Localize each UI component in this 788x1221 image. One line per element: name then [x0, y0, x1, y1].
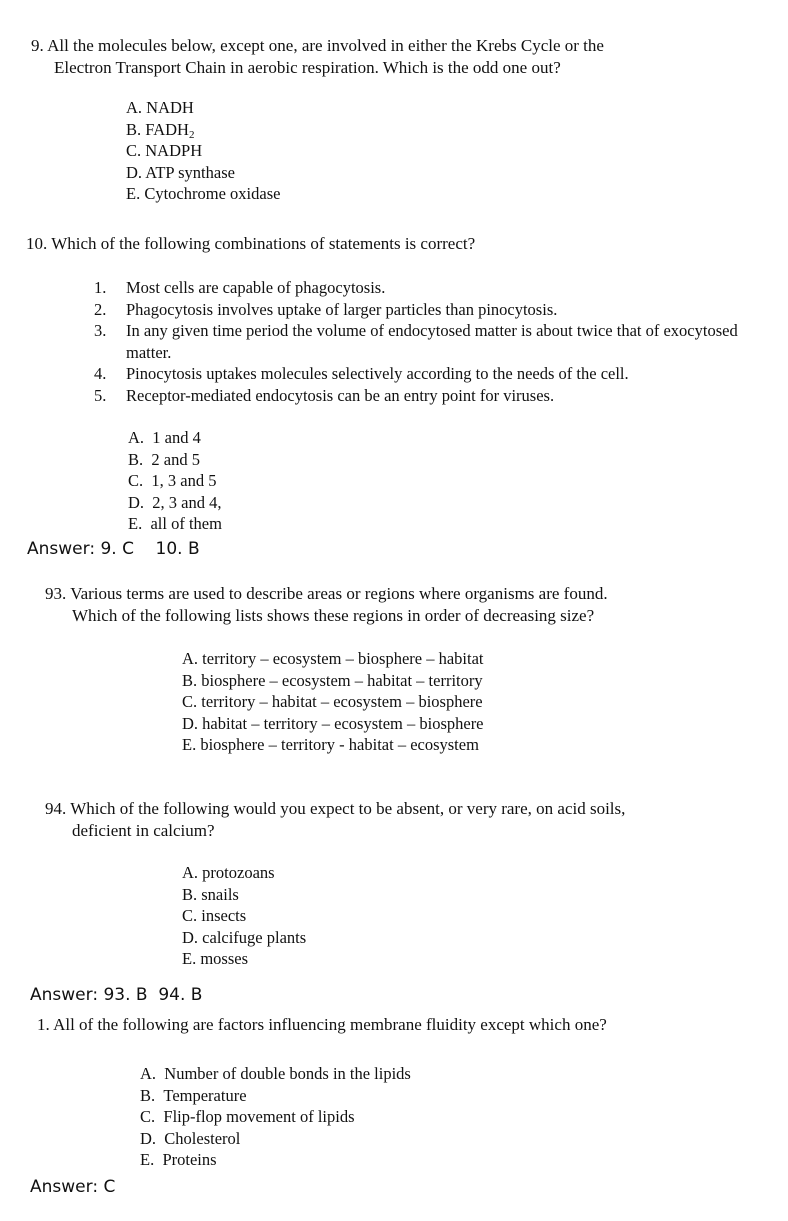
answer-key-3: Answer: C: [30, 1177, 116, 1197]
option-item: D. calcifuge plants: [182, 927, 307, 947]
option-item: D. ATP synthase: [126, 162, 235, 182]
option-item: D. habitat – territory – ecosystem – biosphere: [182, 713, 484, 733]
answer-key-2: Answer: 93. B 94. B: [30, 985, 203, 1005]
statement-item: 1. Most cells are capable of phagocytosis.: [94, 278, 386, 297]
option-item: B. biosphere – ecosystem – habitat – territory: [182, 670, 483, 690]
question-9-stem-line-1: 9. All the molecules below, except one, are involved in either the Krebs Cycle or the: [31, 36, 604, 55]
question-10: [26, 233, 475, 255]
question-94: [45, 798, 625, 842]
question-94-number: 94.: [45, 799, 67, 818]
option-item: E. mosses: [182, 949, 249, 969]
question-93: [45, 583, 608, 627]
question-94-stem-line-1: 94. Which of the following would you expect to be absent, or very rare, on acid soils,: [45, 799, 626, 818]
question-93-stem-line-2: Which of the following lists shows these regions in order of decreasing size?: [72, 606, 595, 625]
statement-item: 2. Phagocytosis involves uptake of larger particles than pinocytosis.: [94, 299, 558, 319]
option-item: C. insects: [182, 906, 247, 926]
option-item: B. 2 and 5: [128, 449, 200, 469]
option-item: B. Temperature: [140, 1085, 247, 1105]
question-1-stem: 1. All of the following are factors influencing membrane fluidity except which one?: [37, 1015, 607, 1034]
option-item: C. Flip-flop movement of lipids: [140, 1107, 355, 1127]
answer-key-1: Answer: 9. C 10. B: [27, 539, 200, 559]
option-item: E. Cytochrome oxidase: [126, 184, 281, 204]
statement-item: 5. Receptor-mediated endocytosis can be an entry point for viruses.: [94, 385, 555, 405]
question-1: [37, 1014, 607, 1036]
option-item: B. snails: [182, 884, 239, 904]
question-94-stem-line-2: deficient in calcium?: [72, 821, 215, 840]
question-94-options: [182, 862, 306, 970]
question-1-options: [140, 1063, 411, 1171]
option-item: E. Proteins: [140, 1150, 217, 1170]
option-item: C. NADPH: [126, 141, 203, 161]
question-1-number: 1.: [37, 1015, 50, 1034]
option-item: C. territory – habitat – ecosystem – biosphere: [182, 692, 483, 712]
option-item: E. all of them: [128, 514, 222, 534]
option-item: C. 1, 3 and 5: [128, 471, 217, 491]
statement-item: 3. In any given time period the volume of endocytosed matter is about twice that of exocytosed matter.: [94, 321, 738, 362]
question-93-number: 93.: [45, 584, 67, 603]
option-item: A. protozoans: [182, 863, 275, 882]
question-9-number: 9.: [31, 36, 44, 55]
option-item: D. Cholesterol: [140, 1128, 241, 1148]
option-item: A. 1 and 4: [128, 428, 201, 447]
question-9-stem-line-2: Electron Transport Chain in aerobic respiration. Which is the odd one out?: [54, 58, 561, 77]
question-93-stem-line-1: 93. Various terms are used to describe areas or regions where organisms are found.: [45, 584, 608, 603]
question-10-number: 10.: [26, 234, 48, 253]
option-item: E. biosphere – territory - habitat – ecosystem: [182, 735, 479, 755]
question-10-stem: 10. Which of the following combinations of statements is correct?: [26, 234, 476, 253]
option-item: A. NADH: [126, 98, 194, 117]
statement-item: 4. Pinocytosis uptakes molecules selectively according to the needs of the cell.: [94, 364, 629, 384]
question-9: [31, 35, 604, 79]
option-item: A. Number of double bonds in the lipids: [140, 1064, 411, 1083]
option-item: B. $FADH_2$: [126, 119, 195, 141]
question-10-options: [128, 427, 222, 535]
question-93-options: [182, 648, 484, 756]
question-9-options: [126, 97, 280, 205]
option-item: A. territory – ecosystem – biosphere – habitat: [182, 649, 484, 668]
question-10-statements: [94, 277, 738, 407]
option-item: D. 2, 3 and 4,: [128, 492, 222, 512]
